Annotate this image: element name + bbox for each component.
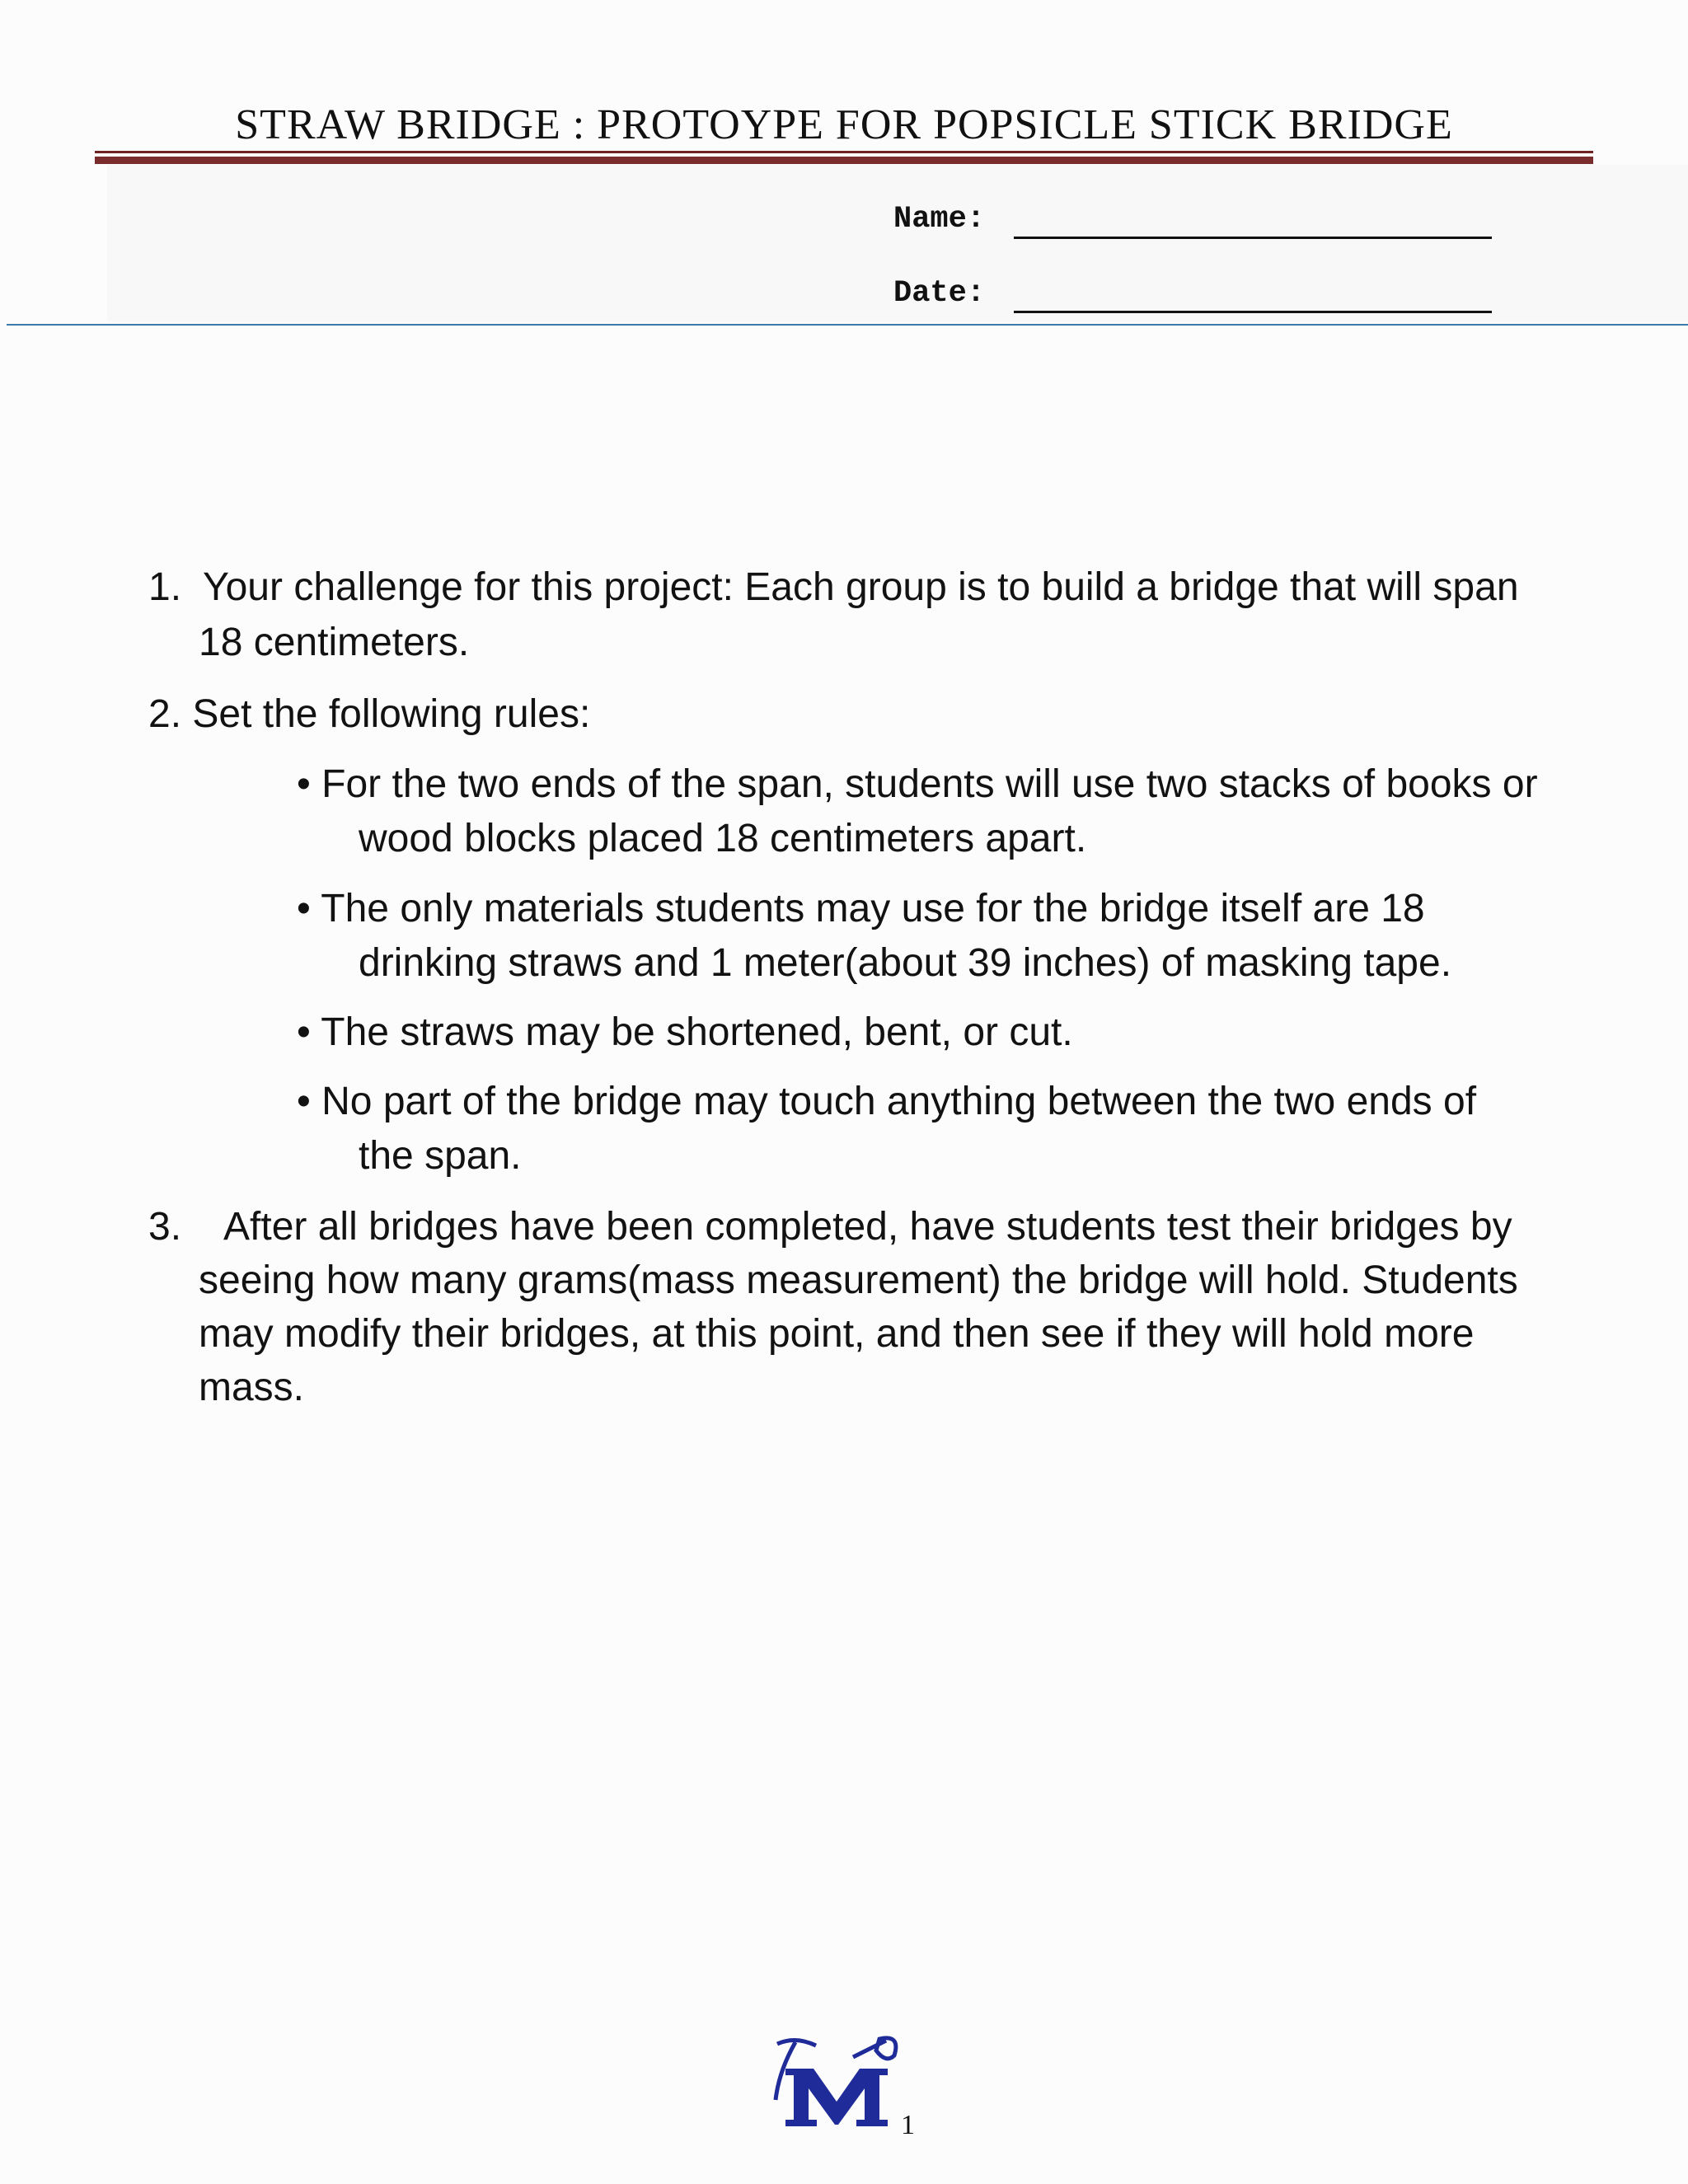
list-item-3-marker: 3.	[148, 1205, 182, 1249]
document-title: STRAW BRIDGE : PROTOYPE FOR POPSICLE STICK BRIDGE	[235, 101, 1453, 148]
title-rule-thick	[95, 157, 1593, 164]
bullet-3-line1: • The straws may be shortened, bent, or cut.	[297, 1010, 1073, 1054]
header-divider	[7, 324, 1688, 326]
bullet-4-line2: the span.	[359, 1134, 522, 1178]
bullet-2-line2: drinking straws and 1 meter(about 39 inches) of masking tape.	[359, 941, 1452, 985]
name-label: Name:	[893, 202, 986, 237]
list-item-3-line3: may modify their bridges, at this point, and then see if they will hold more	[199, 1312, 1475, 1356]
bullet-4-line1: • No part of the bridge may touch anything between the two ends of	[297, 1080, 1477, 1123]
list-item-3-line2: seeing how many grams(mass measurement) the bridge will hold. Students	[199, 1258, 1518, 1302]
list-item-1-line1: Your challenge for this project: Each group is to build a bridge that will span	[203, 565, 1519, 609]
bullet-1-line1: • For the two ends of the span, students will use two stacks of books or	[297, 762, 1538, 806]
bullet-2-line1: • The only materials students may use for the bridge itself are 18	[297, 887, 1425, 930]
list-item-1-line2: 18 centimeters.	[199, 621, 470, 664]
list-item-1-marker: 1.	[148, 565, 182, 609]
title-rule-thin	[95, 151, 1593, 153]
name-line[interactable]	[1014, 237, 1492, 239]
date-line[interactable]	[1014, 311, 1492, 313]
school-logo-icon	[771, 2034, 903, 2131]
page-number: 1	[901, 2110, 915, 2140]
date-label: Date:	[893, 276, 986, 311]
list-item-3-line1: After all bridges have been completed, have students test their bridges by	[223, 1205, 1512, 1249]
list-item-2: 2. Set the following rules:	[148, 692, 591, 736]
bullet-1-line2: wood blocks placed 18 centimeters apart.	[359, 817, 1087, 860]
list-item-3-line4: mass.	[199, 1366, 305, 1409]
